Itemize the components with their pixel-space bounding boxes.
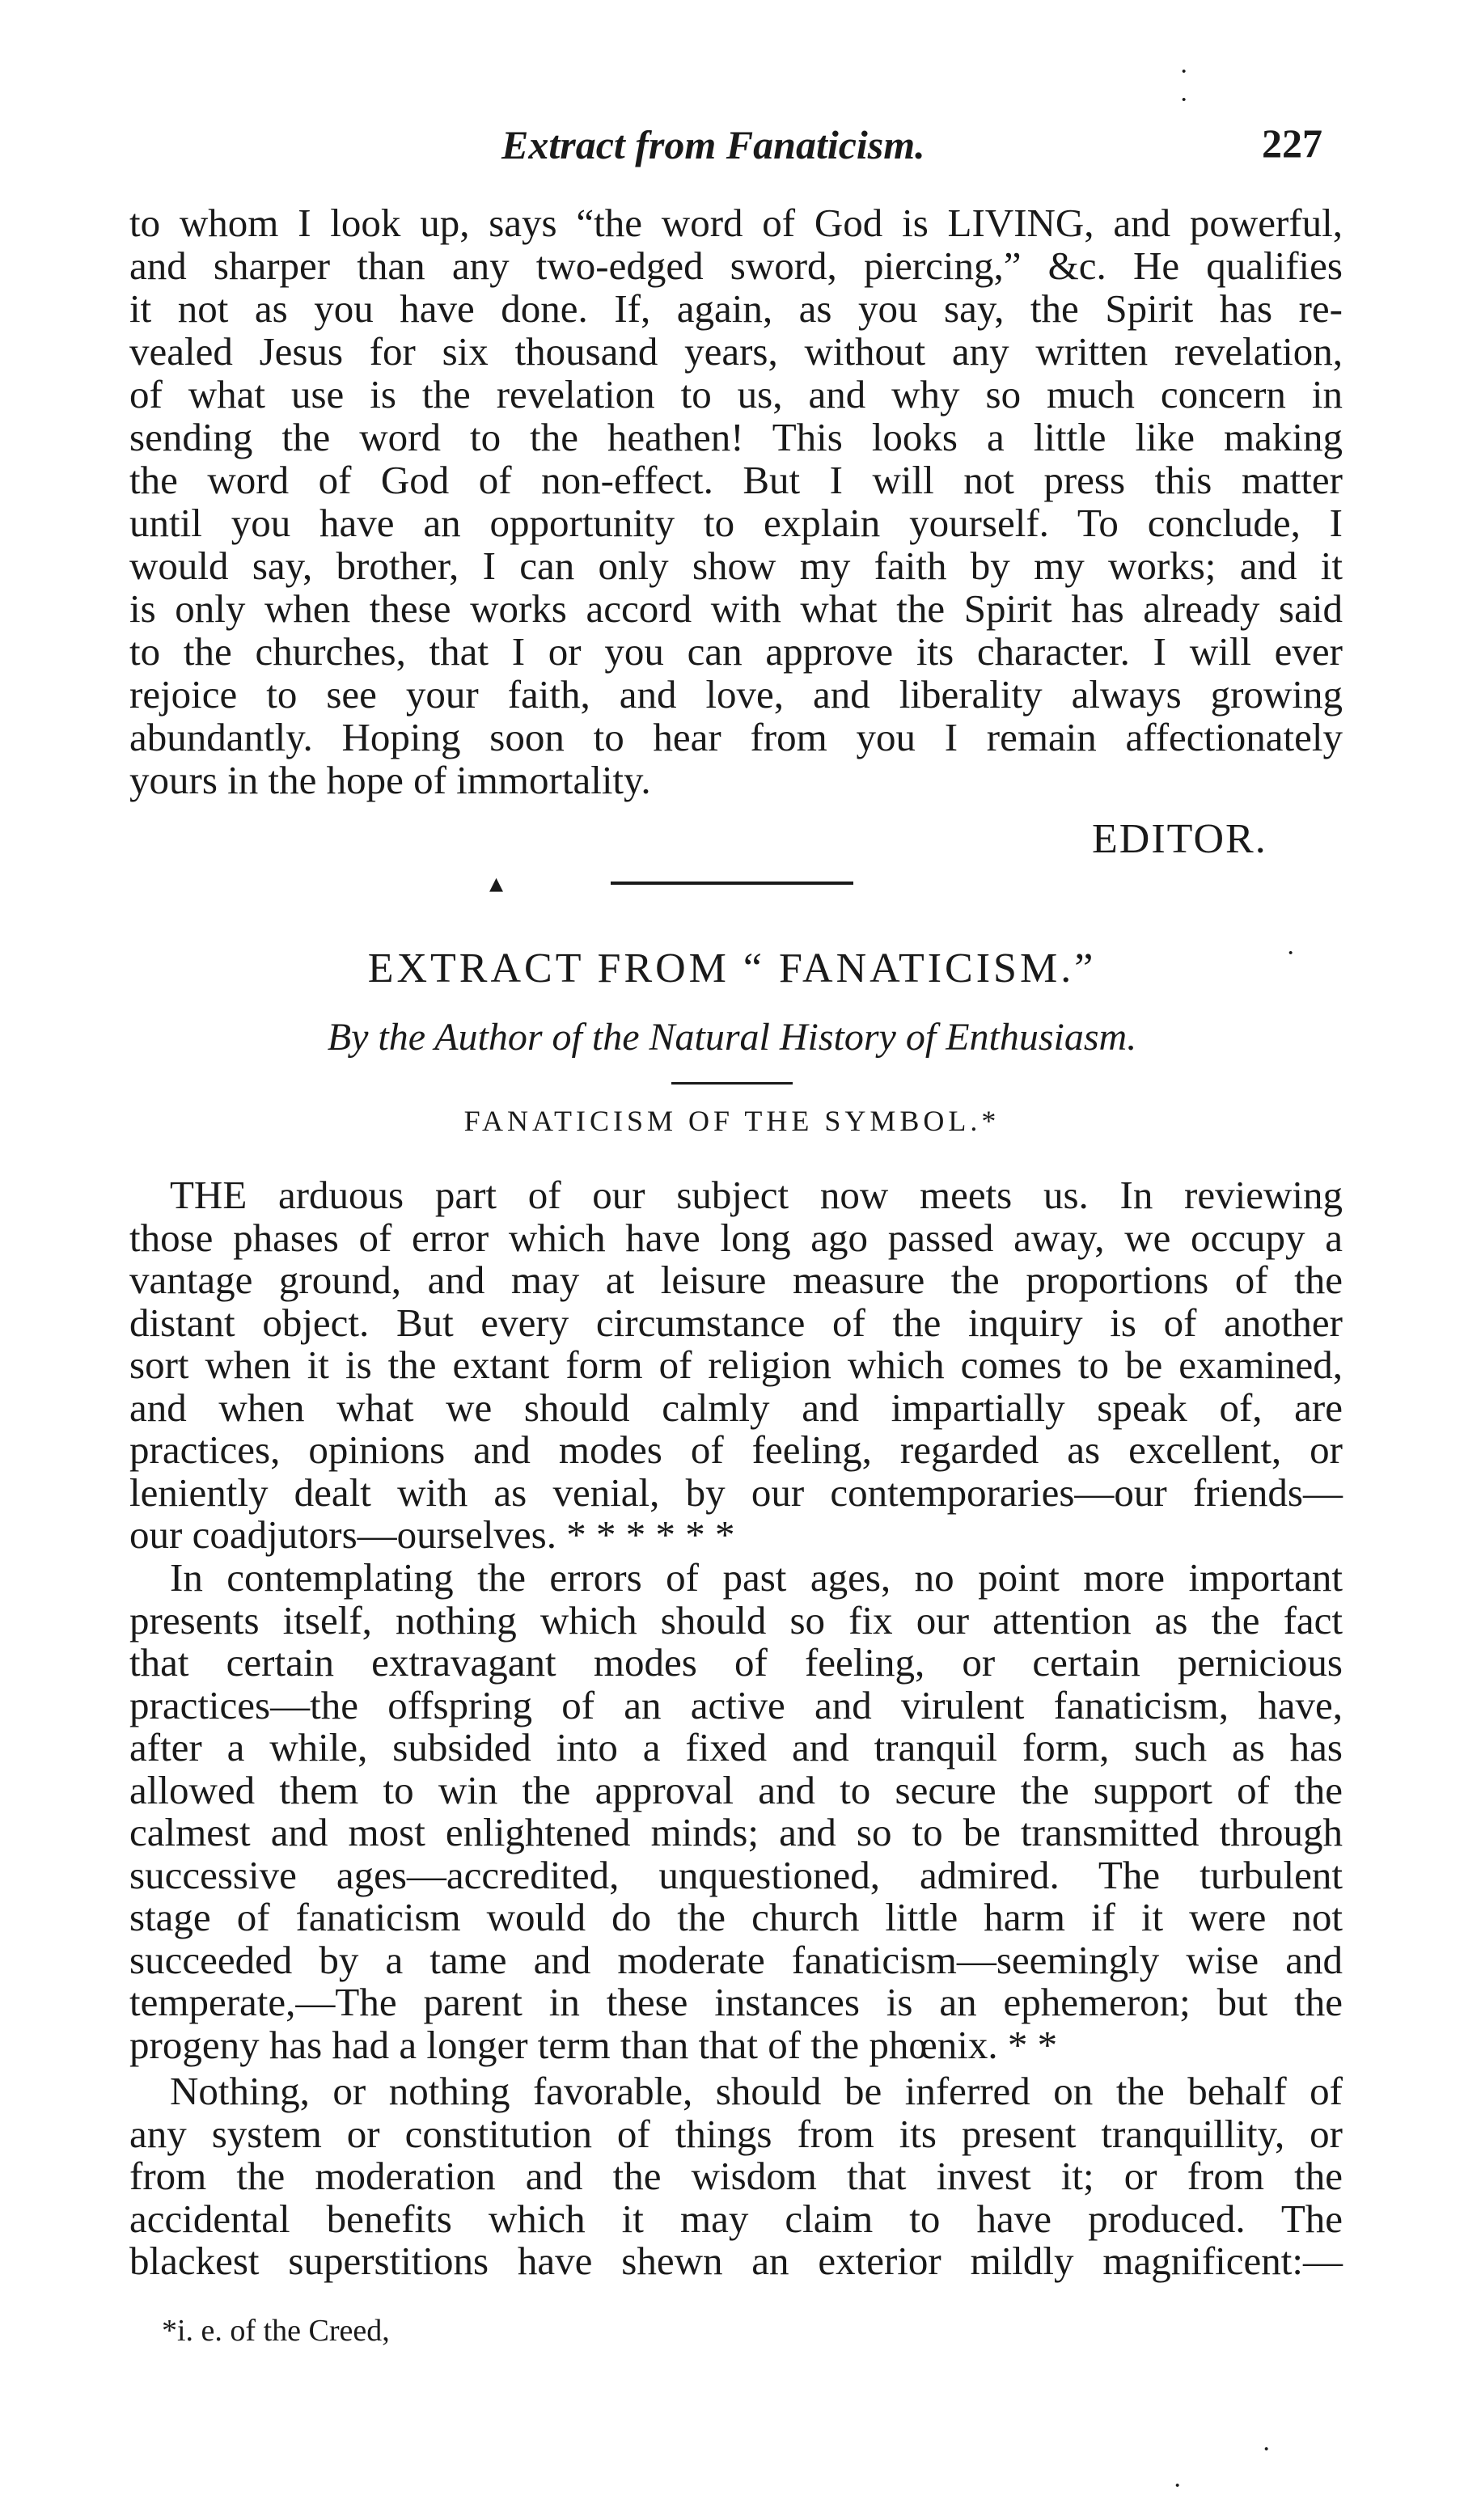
text-line: after a while, subsided into a fixed and tranquil form, such as has <box>129 1725 1343 1769</box>
footnote: *i. e. of the Creed, <box>162 2314 390 2348</box>
text-line: calmest and most enlightened minds; and so to be transmitted through <box>129 1810 1343 1854</box>
section-divider <box>611 882 853 885</box>
text-line: temperate,—The parent in these instances is an ephemeron; but the <box>129 1980 1343 2024</box>
text-line: of what use is the revelation to us, and why so much concern in <box>129 372 1343 416</box>
stray-mark: ▴ <box>489 869 504 898</box>
text-line: abundantly. Hoping soon to hear from you I remain affectionately <box>129 715 1343 759</box>
text-line: succeeded by a tame and moderate fanaticism—seemingly wise and <box>129 1937 1343 1982</box>
text-line: is only when these works accord with what the Spirit has already said <box>129 586 1343 631</box>
text-line: vealed Jesus for six thousand years, without any written revelation, <box>129 329 1343 374</box>
stray-mark: · <box>1262 2434 1271 2464</box>
text-line: yours in the hope of immortality. <box>129 758 651 802</box>
article-byline: By the Author of the Natural History of Enthusiasm. <box>327 1016 1137 1059</box>
text-line: stage of fanaticism would do the church little harm if it were not <box>129 1895 1343 1939</box>
text-line: sending the word to the heathen! This looks a little like making <box>129 415 1343 459</box>
text-line: the word of God of non-effect. But I will not press this matter <box>129 458 1343 502</box>
text-line: to the churches, that I or you can approve its character. I will ever <box>129 629 1343 674</box>
text-line: our coadjutors—ourselves. * * * * * * <box>129 1512 735 1557</box>
stray-mark: · <box>1173 2471 1183 2501</box>
text-line: and when what we should calmly and impartially speak of, are <box>129 1385 1343 1430</box>
text-line: would say, brother, I can only show my faith by my works; and it <box>129 543 1343 588</box>
text-line: blackest superstitions have shewn an exterior mildly magnificent:— <box>129 2239 1343 2283</box>
text-line: distant object. But every circumstance of the inquiry is of another <box>129 1300 1343 1345</box>
text-line: it not as you have done. If, again, as you say, the Spirit has re- <box>129 286 1343 331</box>
text-line: rejoice to see your faith, and love, and liberality always growing <box>129 672 1343 717</box>
signature: EDITOR. <box>1092 816 1267 862</box>
text-line: progeny has had a longer term than that of the phœnix. * * <box>129 2022 1058 2067</box>
text-line: sort when it is the extant form of religion which comes to be examined, <box>129 1342 1343 1387</box>
stray-mark: · <box>1179 85 1189 115</box>
text-line: In contemplating the errors of past ages, no point more important <box>170 1555 1343 1600</box>
text-line: those phases of error which have long ago passed away, we occupy a <box>129 1215 1343 1260</box>
text-line: to whom I look up, says “the word of God is LIVING, and powerful, <box>129 201 1343 245</box>
text-line: Nothing, or nothing favorable, should be inferred on the behalf of <box>170 2069 1343 2113</box>
text-line: practices, opinions and modes of feeling, regarded as excellent, or <box>129 1427 1343 1472</box>
page-number: 227 <box>1262 121 1322 166</box>
text-line: any system or constitution of things from its present tranquillity, or <box>129 2111 1343 2156</box>
text-line: until you have an opportunity to explain yourself. To conclude, I <box>129 501 1343 545</box>
text-line: practices—the offspring of an active and virulent fanaticism, have, <box>129 1682 1343 1727</box>
heading-rule <box>671 1082 793 1085</box>
text-line: THE arduous part of our subject now meets us. In reviewing <box>170 1173 1343 1217</box>
running-title: Extract from Fanaticism. <box>501 122 925 167</box>
text-line: allowed them to win the approval and to secure the support of the <box>129 1767 1343 1812</box>
text-line: presents itself, nothing which should so fix our attention as the fact <box>129 1597 1343 1643</box>
text-line: that certain extravagant modes of feeling, or certain pernicious <box>129 1640 1343 1685</box>
article-title: EXTRACT FROM “ FANATICISM.” <box>367 945 1097 992</box>
text-line: vantage ground, and may at leisure measure the proportions of the <box>129 1258 1343 1302</box>
section-heading: FANATICISM OF THE SYMBOL.* <box>463 1105 1001 1137</box>
stray-mark: · <box>1179 57 1189 87</box>
text-line: successive ages—accredited, unquestioned, admired. The turbulent <box>129 1852 1343 1897</box>
text-line: and sharper than any two-edged sword, piercing,” &c. He qualifies <box>129 243 1343 288</box>
text-line: accidental benefits which it may claim to have produced. The <box>129 2196 1343 2241</box>
text-line: from the moderation and the wisdom that invest it; or from the <box>129 2154 1343 2198</box>
stray-mark: · <box>1286 938 1296 968</box>
text-line: leniently dealt with as venial, by our contemporaries—our friends— <box>129 1469 1343 1515</box>
